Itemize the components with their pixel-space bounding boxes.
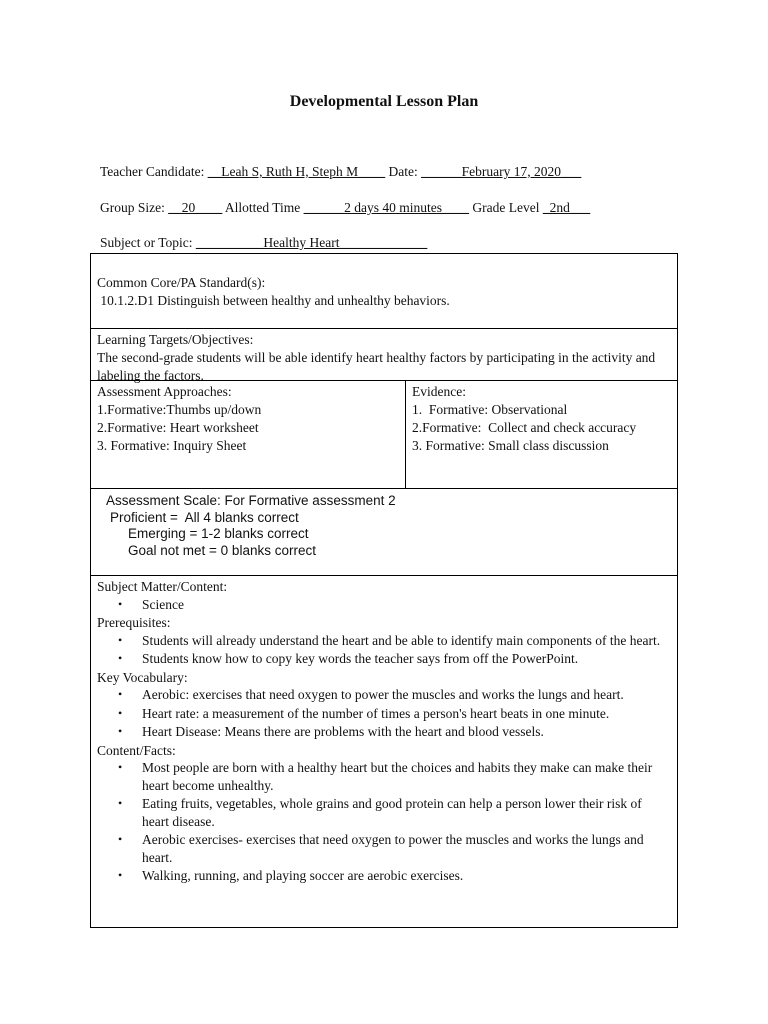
list-item: • Aerobic exercises- exercises that need oxygen to power the muscles and works the lungs and heart. xyxy=(118,832,644,865)
group-time-grade-line xyxy=(100,200,590,216)
evidence-cell xyxy=(406,381,677,488)
list-item: • Walking, running, and playing soccer are aerobic exercises. xyxy=(118,868,464,883)
time-value: ______2 days 40 minutes____ xyxy=(303,200,470,215)
objectives-text: The second-grade students will be able identify heart healthy factors by participating in the activity and labeling the factors. xyxy=(97,350,656,383)
subject-matter-heading: Subject Matter/Content: xyxy=(97,579,228,594)
bullet-icon: • xyxy=(118,651,123,665)
assessment-heading: Assessment Approaches: xyxy=(97,384,232,399)
objectives-heading: Learning Targets/Objectives: xyxy=(97,332,254,347)
date-label: Date: xyxy=(388,164,418,179)
prerequisites-heading: Prerequisites: xyxy=(97,615,171,630)
bullet-icon: • xyxy=(118,760,123,774)
date-value: ______February 17, 2020___ xyxy=(421,164,582,179)
evidence-heading: Evidence: xyxy=(412,384,466,399)
standards-heading: Common Core/PA Standard(s): xyxy=(97,275,266,290)
scale-proficient: Proficient = All 4 blanks correct xyxy=(110,509,299,525)
scale-emerging: Emerging = 1-2 blanks correct xyxy=(128,526,309,541)
standards-text: 10.1.2.D1 Distinguish between healthy and unhealthy behaviors. xyxy=(97,293,450,308)
lesson-plan-table xyxy=(90,253,678,928)
scale-heading: Assessment Scale: For Formative assessment 2 xyxy=(106,493,396,508)
facts-list xyxy=(97,759,671,885)
list-item: • Eating fruits, vegetables, whole grains and good protein can help a person lower their risk of heart disease. xyxy=(118,796,642,829)
assessment-approaches-cell xyxy=(91,381,406,488)
assessment-scale-row xyxy=(91,489,677,576)
content-row xyxy=(91,576,677,927)
bullet-icon: • xyxy=(118,596,123,611)
teacher-value: __Leah S, Ruth H, Steph M____ xyxy=(207,164,386,179)
facts-heading: Content/Facts: xyxy=(97,742,176,758)
bullet-icon: • xyxy=(118,796,123,810)
list-item: • Heart rate: a measurement of the number of times a person's heart beats in one minute. xyxy=(118,705,610,721)
subject-list xyxy=(97,596,671,614)
assessment-row xyxy=(91,381,677,489)
group-value: __20____ xyxy=(168,200,223,215)
evidence-item: 1. Formative: Observational xyxy=(412,402,568,417)
grade-label: Grade Level xyxy=(472,200,540,215)
scale-goal-not-met: Goal not met = 0 blanks correct xyxy=(128,542,316,558)
bullet-icon: • xyxy=(118,705,123,720)
bullet-icon: • xyxy=(118,832,123,846)
list-item: • Students will already understand the heart and be able to identify main components of the heart. xyxy=(118,632,661,648)
list-item: • Heart Disease: Means there are problems with the heart and blood vessels. xyxy=(118,724,544,739)
document-title: Developmental Lesson Plan xyxy=(289,93,479,110)
evidence-item: 3. Formative: Small class discussion xyxy=(412,438,609,453)
assessment-item: 3. Formative: Inquiry Sheet xyxy=(97,438,247,453)
teacher-date-line xyxy=(100,164,581,180)
bullet-icon: • xyxy=(118,868,123,882)
subject-label: Subject or Topic: xyxy=(100,235,193,250)
prerequisites-list xyxy=(97,632,671,668)
group-label: Group Size: xyxy=(100,200,165,215)
bullet-icon: • xyxy=(118,632,123,647)
subject-value: __________Healthy Heart_____________ xyxy=(195,235,428,250)
time-label: Allotted Time xyxy=(224,200,301,215)
list-item: • Science xyxy=(118,596,184,612)
list-item: • Students know how to copy key words the teacher says from off the PowerPoint. xyxy=(118,651,579,666)
subject-line xyxy=(100,235,427,251)
list-item: • Aerobic: exercises that need oxygen to power the muscles and works the lungs and heart. xyxy=(118,687,624,702)
standards-row xyxy=(91,254,677,329)
evidence-item: 2.Formative: Collect and check accuracy xyxy=(412,420,637,435)
bullet-icon: • xyxy=(118,724,123,738)
assessment-item: 1.Formative:Thumbs up/down xyxy=(97,402,262,417)
vocabulary-list xyxy=(97,686,671,741)
teacher-label: Teacher Candidate: xyxy=(100,164,205,179)
list-item: • Most people are born with a healthy heart but the choices and habits they make can make their heart become unhealthy. xyxy=(118,760,653,793)
vocabulary-heading: Key Vocabulary: xyxy=(97,669,188,685)
bullet-icon: • xyxy=(118,687,123,701)
objectives-row xyxy=(91,329,677,381)
grade-value: _2nd___ xyxy=(542,200,591,215)
assessment-item: 2.Formative: Heart worksheet xyxy=(97,420,259,435)
